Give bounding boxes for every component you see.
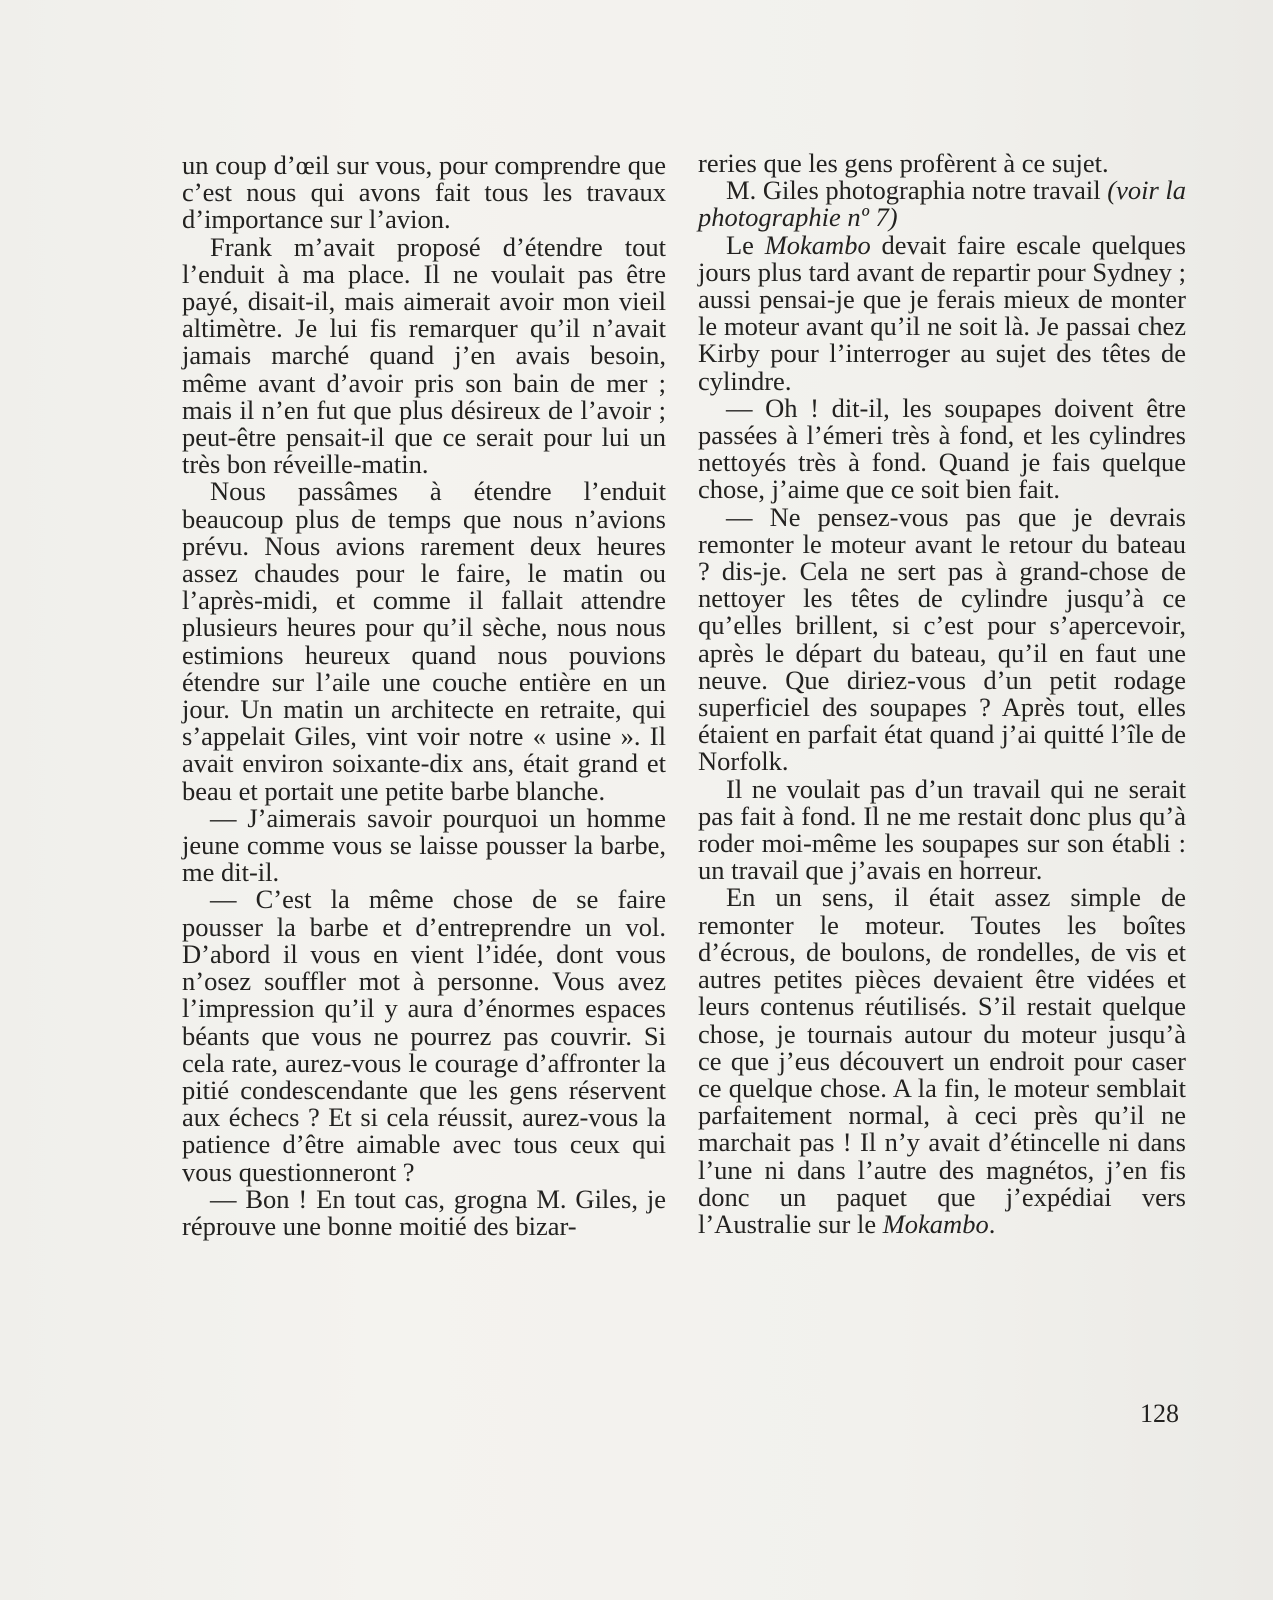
photo-reference: (voir la photographie nº 7) <box>698 175 1187 233</box>
paragraph: Nous passâmes à étendre l’enduit beaucoup plus de temps que nous n’avions prévu. Nous avions rarement deux heures assez chaudes pour le faire, le matin ou l’après-midi, et comme il fallait attendre plusieurs heures pour qu’il sèche, nous nous estimions heureux quand nous pouvions étendre sur l’aile une couche entière en un jour. Un matin un architecte en retraite, qui s’appelait Giles, vint voir notre « usine ». Il avait environ soixante-dix ans, était grand et beau et portait une petite barbe blanche. <box>182 476 666 806</box>
page-number: 128 <box>1140 1399 1179 1428</box>
paragraph: un coup d’œil sur vous, pour comprendre que c’est nous qui avons fait tous les travaux d’importance sur l’avion. <box>182 150 666 235</box>
paragraph <box>698 177 1186 231</box>
dialogue-paragraph: — J’aimerais savoir pourquoi un homme jeune comme vous se laisse pousser la barbe, me dit-il. <box>182 802 666 888</box>
paragraph-text: Le <box>726 229 765 260</box>
paragraph <box>698 884 1186 1238</box>
paragraph: Il ne voulait pas d’un travail qui ne serait pas fait à fond. Il ne me restait donc plus qu’à roder moi-même les soupapes sur son établi : un travail que j’avais en horreur. <box>698 773 1186 886</box>
dialogue-paragraph: — Oh ! dit-il, les soupapes doivent être passées à l’émeri très à fond, et les cylindres nettoyés très à fond. Quand je fais quelque chose, j’aime que ce soit bien fait. <box>698 392 1186 505</box>
paragraph-text: devait faire escale quelques jours plus tard avant de repartir pour Sydney ; aussi pensai-je que je ferais mieux de monter le moteur avant qu’il ne soit là. Je passai chez Kirby pour l’interroger au sujet des têtes de cylindre. <box>698 229 1186 396</box>
dialogue-paragraph: — Bon ! En tout cas, grogna M. Giles, je réprouve une bonne moitié des bizar- <box>182 1183 666 1241</box>
right-text-column <box>698 150 1186 1238</box>
paragraph-text: M. Giles photographia notre travail <box>726 175 1108 206</box>
dialogue-paragraph: — C’est la même chose de se faire pousser la barbe et d’entreprendre un vol. D’abord il vous en vient l’idée, dont vous n’osez souffler mot à personne. Vous avez l’impression qu’il y aura d’énormes espaces béants que vous ne pourrez pas couvrir. Si cela rate, aurez-vous le courage d’affronter la pitié condescendante que les gens réservent aux échecs ? Et si cela réussit, aurez-vous la patience d’être aimable avec tous ceux qui vous questionneront ? <box>182 884 666 1187</box>
paragraph-text: . <box>988 1208 996 1239</box>
paragraph-text: En un sens, il était assez simple de remonter le moteur. Toutes les boîtes d’écrous, de boulons, de rondelles, de vis et autres petites pièces devaient être vidées et leurs contenus réutilisés. S’il restait quelque chose, je tournais autour du moteur jusqu’à ce que j’eus découvert un endroit pour caser ce quelque chose. A la fin, le moteur semblait parfaitement normal, à ceci près qu’il ne marchait pas ! Il n’y avait d’étincelle ni dans l’une ni dans l’autre des magnétos, j’en fis donc un paquet que j’expédiai vers l’Australie sur le <box>698 882 1186 1239</box>
paragraph <box>698 229 1186 396</box>
paragraph: Frank m’avait proposé d’étendre tout l’enduit à ma place. Il ne voulait pas être payé, disait-il, mais aimerait avoir mon vieil altimètre. Je lui fis remarquer qu’il n’avait jamais marché quand j’en avais besoin, même avant d’avoir pris son bain de mer ; mais il n’en fut que plus désireux de l’avoir ; peut-être pensait-il que ce serait pour lui un très bon réveille-matin. <box>182 231 666 480</box>
ship-name: Mokambo <box>764 229 871 260</box>
ship-name: Mokambo <box>882 1208 989 1239</box>
paragraph: reries que les gens profèrent à ce sujet. <box>698 148 1109 178</box>
left-text-column <box>182 152 666 1240</box>
dialogue-paragraph: — Ne pensez-vous pas que je devrais remonter le moteur avant le retour du bateau ? dis-je. Cela ne sert pas à grand-chose de nettoyer les têtes de cylindre jusqu’à ce qu’elles brillent, si c’est pour s’apercevoir, après le départ du bateau, qu’il en faut une neuve. Que diriez-vous d’un petit rodage superficiel des soupapes ? Après tout, elles étaient en parfait état quand j’ai quitté l’île de Norfolk. <box>698 501 1186 777</box>
